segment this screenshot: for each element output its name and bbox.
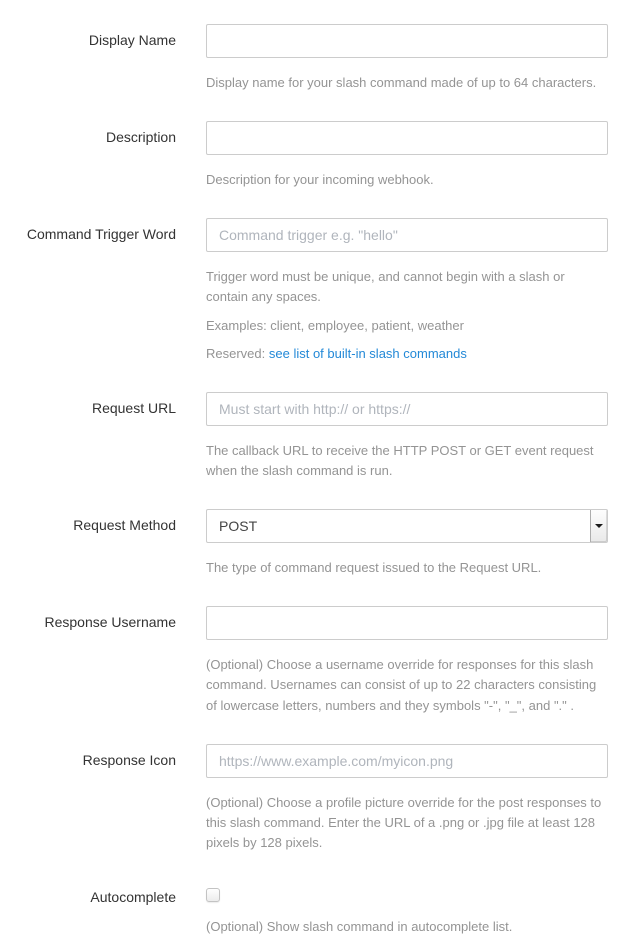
display-name-controls [206, 24, 608, 93]
request-method-select-wrap [206, 509, 608, 543]
description-label: Description [105, 129, 176, 146]
command-trigger-word-input[interactable] [206, 218, 608, 252]
command-trigger-word-controls [206, 218, 608, 364]
form-group-request-url [0, 392, 625, 481]
built-in-slash-commands-link[interactable]: see list of built-in slash commands [268, 345, 467, 361]
form-group-command-trigger-word [0, 218, 625, 364]
request-url-input[interactable] [206, 392, 608, 426]
form-group-response-icon [0, 744, 625, 853]
form-group-request-method [0, 509, 625, 578]
form-group-display-name [0, 24, 625, 93]
request-method-help: The type of command request issued to the Request URL. [206, 560, 542, 576]
response-icon-input[interactable] [206, 744, 608, 778]
form-group-description [0, 121, 625, 190]
display-name-input[interactable] [206, 24, 608, 58]
response-username-controls [206, 606, 608, 715]
description-controls [206, 121, 608, 190]
autocomplete-help: (Optional) Show slash command in autocomplete list. [206, 919, 513, 935]
response-icon-label: Response Icon [82, 751, 176, 768]
response-username-input[interactable] [206, 606, 608, 640]
command-trigger-word-help: Trigger word must be unique, and cannot begin with a slash or contain any spaces. [206, 269, 565, 305]
form-group-response-username [0, 606, 625, 715]
request-method-select[interactable] [206, 509, 608, 543]
form-group-autocomplete [0, 881, 625, 937]
request-method-label: Request Method [73, 517, 176, 534]
request-method-controls [206, 509, 608, 578]
response-username-label: Response Username [44, 614, 176, 631]
request-url-controls [206, 392, 608, 481]
autocomplete-controls [206, 881, 608, 937]
description-help: Description for your incoming webhook. [206, 172, 434, 188]
response-username-help: (Optional) Choose a username override for responses for this slash command. Usernames can consist of up to 22 characters consisting of lowercase letters, numbers and they symbols "-", "_", and "." . [206, 657, 597, 713]
request-url-help: The callback URL to receive the HTTP POST or GET event request when the slash command is run. [206, 442, 594, 478]
command-trigger-word-reserved [206, 344, 608, 364]
request-url-label: Request URL [91, 399, 176, 416]
response-icon-help: (Optional) Choose a profile picture override for the post responses to this slash command. Enter the URL of a .png or .jpg file at least 128 pixels by 128 pixels. [206, 794, 602, 850]
command-trigger-word-label: Command Trigger Word [26, 226, 176, 243]
response-icon-controls [206, 744, 608, 853]
autocomplete-checkbox[interactable] [206, 888, 220, 902]
command-trigger-word-examples: Examples: client, employee, patient, weather [206, 317, 464, 333]
autocomplete-label: Autocomplete [90, 889, 176, 906]
display-name-label: Display Name [88, 32, 176, 48]
display-name-help: Display name for your slash command made of up to 64 characters. [206, 75, 597, 90]
description-input[interactable] [206, 121, 608, 155]
reserved-prefix: Reserved: [206, 345, 269, 361]
